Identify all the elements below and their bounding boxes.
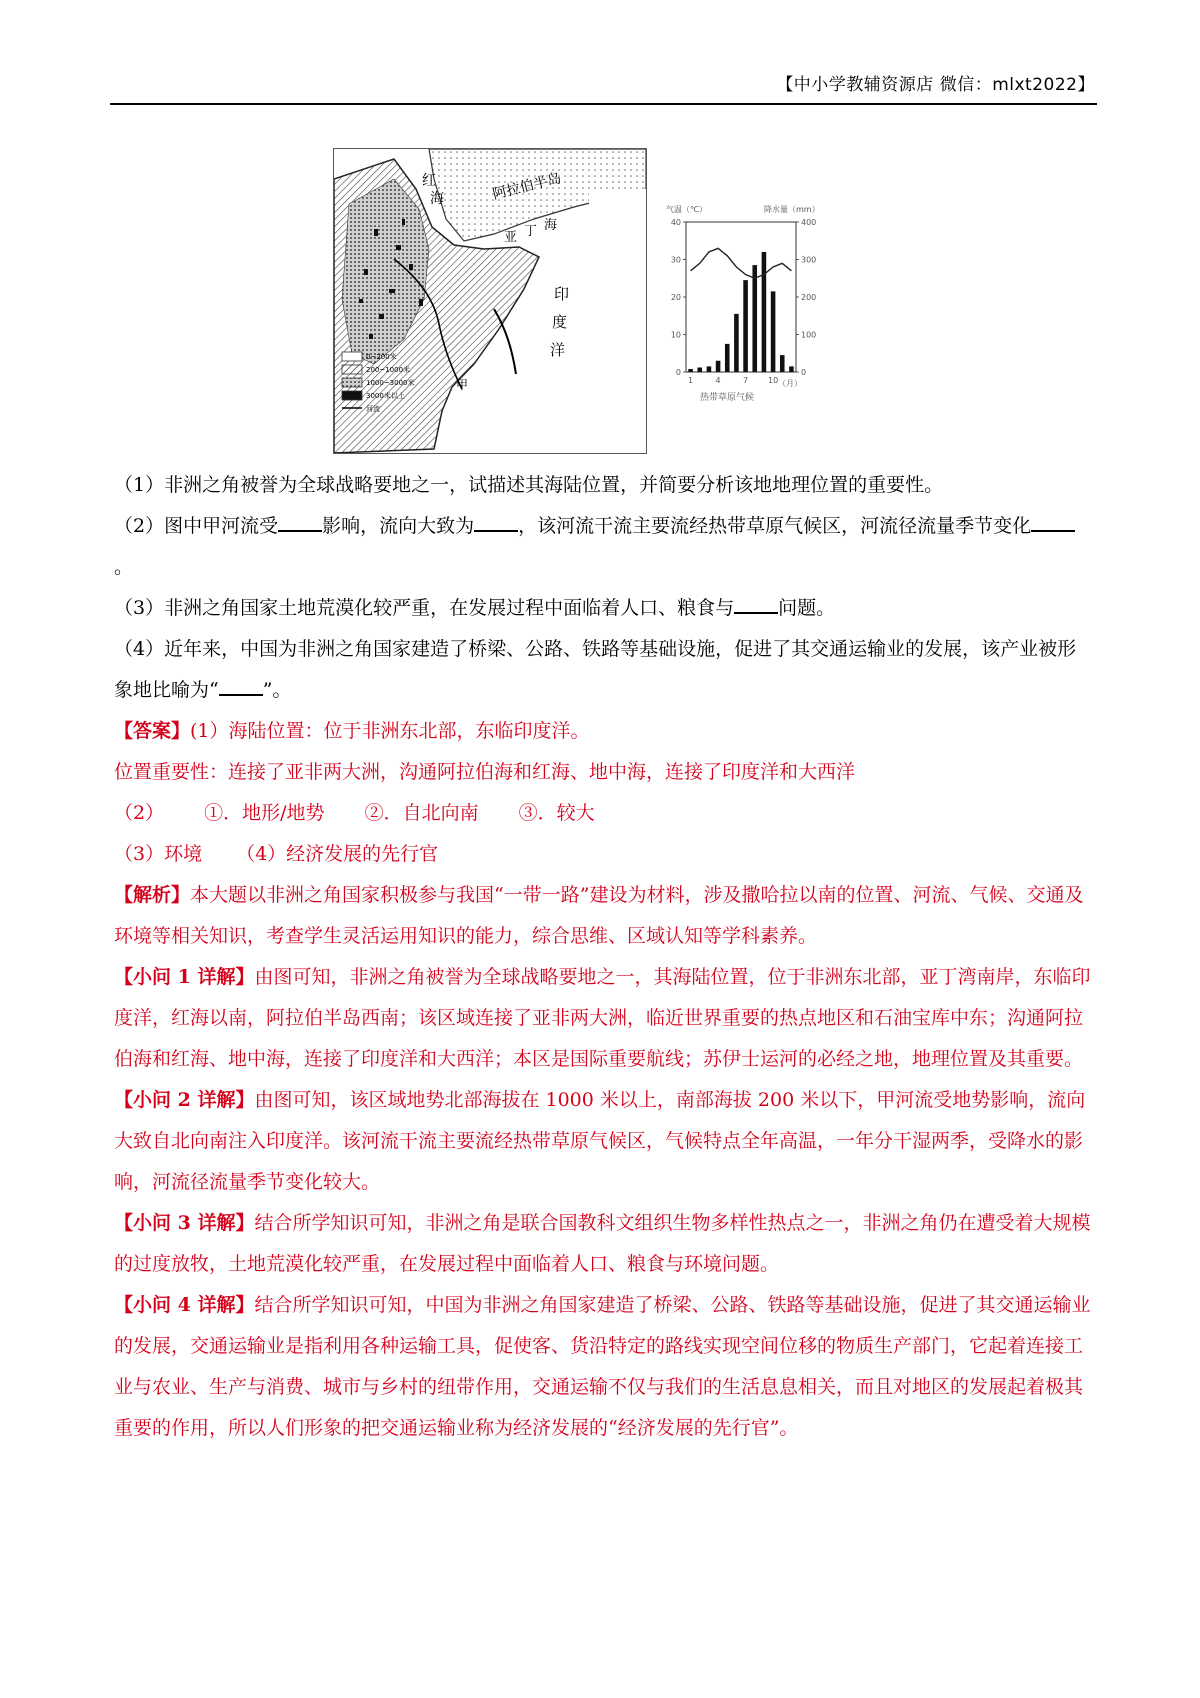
question-4-part-b: ”。 (262, 679, 292, 701)
question-4-part-a: （4）近年来，中国为非洲之角国家建造了桥梁、公路、铁路等基础设施，促进了其交通运输业的发展，该产业被形象地比喻为“ (114, 638, 1077, 701)
answer-4: （4）经济发展的先行官 (236, 843, 439, 865)
label-arabian-peninsula: 阿拉伯半岛 (491, 170, 563, 203)
precipitation-bar (707, 366, 712, 372)
question-2-part-c: ，该河流干流主要流经热带草原气候区，河流径流量季节变化 (518, 515, 1032, 537)
left-tick-label: 30 (670, 255, 681, 265)
detail-3 (114, 1203, 1094, 1285)
label-indian-1: 印 (554, 285, 570, 303)
question-2 (114, 506, 1094, 588)
precipitation-bar (688, 369, 693, 372)
chart-caption: 热带草原气候 (700, 393, 755, 403)
label-indian-2: 度 (552, 313, 568, 331)
question-2-part-d: 。 (114, 556, 134, 578)
page-header (110, 60, 1097, 105)
detail-2 (114, 1080, 1094, 1203)
right-tick-label: 400 (801, 218, 817, 227)
x-tick-label: 7 (743, 376, 749, 385)
right-axis-title: 降水量（mm） (764, 205, 820, 214)
question-1: （1）非洲之角被誉为全球战略要地之一，试描述其海陆位置，并简要分析该地地理位置的重要性。 (114, 474, 944, 496)
question-3-part-b: 问题。 (778, 597, 836, 619)
x-tick-label: 1 (688, 376, 694, 385)
answer-2-item-3: ③．较大 (518, 802, 595, 824)
left-tick-label: 20 (670, 293, 681, 302)
precipitation-bar (762, 252, 767, 372)
detail-3-text: 结合所学知识可知，非洲之角是联合国教科文组织生物多样性热点之一，非洲之角仍在遭受着大规模的过度放牧，土地荒漠化较严重，在发展过程中面临着人口、粮食与环境问题。 (114, 1212, 1091, 1275)
answer-1-location: (1）海陆位置：位于非洲东北部，东临印度洋。 (190, 720, 590, 742)
label-indian-3: 洋 (550, 341, 566, 359)
detail-1-text: 由图可知，非洲之角被誉为全球战略要地之一，其海陆位置，位于非洲东北部，亚丁湾南岸，东临印度洋，红海以南，阿拉伯半岛西南；该区域连接了亚非两大洲，临近世界重要的热点地区和石油宝库中东；沟通阿拉伯海和红海、地中海，连接了印度洋和大西洋；本区是国际重要航线；苏伊士运河的必经之地，地理位置及其重要。 (114, 966, 1091, 1070)
detail-1 (114, 957, 1094, 1080)
question-4 (114, 629, 1094, 711)
answer-3: （3）环境 (114, 843, 203, 865)
answer-3-4 (114, 834, 1094, 875)
analysis-text: 本大题以非洲之角国家积极参与我国“一带一路”建设为材料，涉及撒哈拉以南的位置、河流、气候、交通及环境等相关知识，考查学生灵活运用知识的能力，综合思维、区域认知等学科素养。 (114, 884, 1084, 947)
climate-chart (589, 189, 646, 403)
detail-1-tag: 【小问 1 详解】 (114, 966, 255, 988)
precipitation-bar (697, 368, 702, 373)
answer-2-item-2: ②．自北向南 (364, 802, 479, 824)
label-aden-1: 亚 (504, 230, 518, 245)
question-3-part-a: （3）非洲之角国家土地荒漠化较严重，在发展过程中面临着人口、粮食与 (114, 597, 735, 619)
blank-4 (734, 595, 778, 614)
label-river-jia: 甲 (456, 378, 469, 392)
answer-tag: 【答案】 (114, 720, 191, 742)
x-tick-label: 4 (715, 376, 721, 385)
legend-label-1000-3000: 1000~3000米 (366, 379, 415, 387)
question-3 (114, 588, 1094, 629)
blank-1 (278, 513, 322, 532)
detail-3-tag: 【小问 3 详解】 (114, 1212, 255, 1234)
precipitation-bar (716, 361, 721, 372)
label-red-sea: 红 (422, 173, 436, 189)
detail-4-tag: 【小问 4 详解】 (114, 1294, 255, 1316)
answer-2-item-1: ①．地形/地势 (204, 802, 325, 824)
detail-4 (114, 1285, 1094, 1449)
legend-label-200-1000: 200~1000米 (366, 366, 411, 374)
blank-3 (1031, 513, 1075, 532)
right-tick-label: 200 (801, 293, 817, 302)
detail-4-text: 结合所学知识可知，中国为非洲之角国家建造了桥梁、公路、铁路等基础设施，促进了其交通运输业的发展，交通运输业是指利用各种运输工具，促使客、货沿特定的路线实现空间位移的物质生产部门，它起着连接工业与农业、生产与消费、城市与乡村的纽带作用，交通运输不仅与我们的生活息息相关，而且对地区的发展起着极其重要的作用，所以人们形象的把交通运输业称为经济发展的“经济发展的先行官”。 (114, 1294, 1091, 1439)
legend-label-3000-above: 3000米以上 (366, 392, 405, 400)
precipitation-bar (734, 314, 739, 372)
detail-2-tag: 【小问 2 详解】 (114, 1089, 255, 1111)
analysis-tag: 【解析】 (114, 884, 191, 906)
answer-2-label: （2） (114, 802, 165, 824)
answer-1-importance: 位置重要性：连接了亚非两大洲，沟通阿拉伯海和红海、地中海，连接了印度洋和大西洋 (114, 761, 856, 783)
label-aden-3: 海 (544, 218, 558, 233)
left-tick-label: 0 (675, 368, 681, 377)
analysis (114, 875, 1094, 957)
precipitation-bar (752, 265, 757, 372)
blank-5 (219, 677, 263, 696)
precipitation-bar (780, 355, 785, 372)
precipitation-bar (743, 280, 748, 372)
right-tick-label: 300 (801, 255, 817, 265)
figure-svg (334, 149, 646, 453)
left-tick-label: 10 (670, 330, 681, 340)
question-2-part-b: 影响，流向大致为 (322, 515, 475, 537)
precipitation-bar (789, 366, 794, 372)
answer-line-1 (114, 711, 1094, 752)
precipitation-bar (771, 291, 776, 372)
climate-chart-svg (660, 200, 830, 408)
header-text: 【中小学教辅资源店 微信：mlxt2022】 (776, 75, 1095, 95)
precipitation-bar (725, 344, 730, 372)
blank-2 (474, 513, 518, 532)
x-tick-label: 10 (767, 376, 779, 385)
answer-2 (114, 793, 1094, 834)
label-aden-2: 丁 (524, 224, 538, 239)
figure-map-and-climate-chart (333, 148, 647, 454)
content (114, 465, 1094, 1449)
x-axis-unit: （月） (778, 379, 802, 388)
left-tick-label: 40 (670, 218, 681, 227)
legend-label-river: 河流 (366, 405, 380, 413)
left-axis-title: 气温（℃） (666, 205, 707, 214)
question-2-part-a: （2）图中甲河流受 (114, 515, 279, 537)
label-red-sea-2: 海 (430, 191, 444, 207)
detail-2-text: 由图可知，该区域地势北部海拔在 1000 米以上，南部海拔 200 米以下，甲河流受地势影响，流向大致自北向南注入印度洋。该河流干流主要流经热带草原气候区，气候特点全年高温，一年分干湿两季，受降水的影响，河流径流量季节变化较大。 (114, 1089, 1086, 1193)
right-tick-label: 100 (801, 330, 817, 340)
right-tick-label: 0 (801, 368, 807, 377)
legend-label-0-200: 0~200米 (366, 353, 397, 361)
